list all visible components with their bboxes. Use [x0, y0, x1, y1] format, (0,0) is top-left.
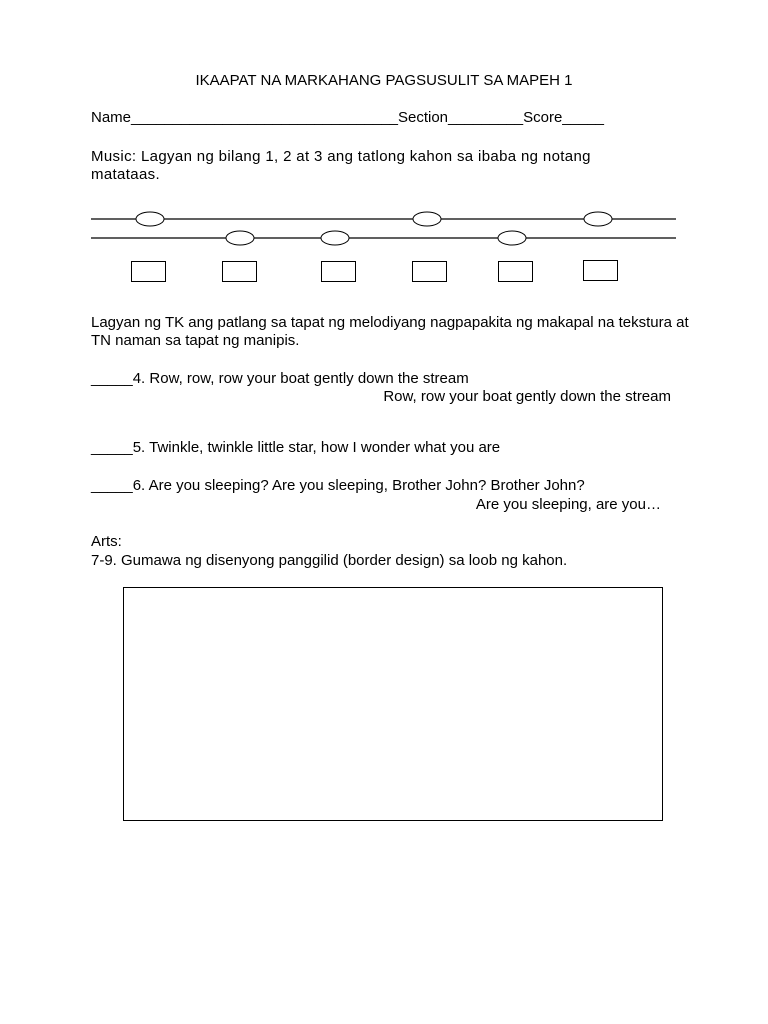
note-4: [413, 212, 441, 226]
question-number: 6.: [132, 477, 146, 494]
answer-box-5[interactable]: [499, 262, 533, 282]
page-title: IKAAPAT NA MARKAHANG PAGSUSULIT SA MAPEH 1: [195, 72, 573, 89]
section-label: Section: [397, 109, 449, 126]
music-instruction-line-2: matataas.: [91, 166, 161, 183]
note-1: [136, 212, 164, 226]
section-blank[interactable]: _________: [448, 109, 524, 126]
note-2: [226, 231, 254, 245]
question-text: Twinkle, twinkle little star, how I wonder what you are: [149, 439, 501, 456]
question-text: Row, row, row your boat gently down the stream: [149, 370, 469, 387]
name-blank[interactable]: ________________________________: [131, 109, 398, 126]
question-6-second-voice: Are you sleeping, are you…: [475, 496, 661, 513]
question-number: 4.: [132, 370, 146, 387]
question-text: Are you sleeping? Are you sleeping, Brother John? Brother John?: [148, 477, 585, 494]
border-design-box[interactable]: [123, 587, 663, 821]
note-3: [321, 231, 349, 245]
answer-blank-4[interactable]: _____: [91, 370, 133, 387]
arts-task: 7-9. Gumawa ng disenyong panggilid (border design) sa loob ng kahon.: [91, 552, 568, 569]
name-label: Name: [91, 109, 132, 126]
score-blank[interactable]: _____: [562, 109, 605, 126]
music-instruction: [91, 148, 676, 184]
note-5: [498, 231, 526, 245]
arts-label: Arts:: [91, 533, 122, 550]
header-fields: [91, 109, 604, 127]
question-4-second-voice: Row, row your boat gently down the stream: [383, 388, 671, 405]
question-5: [91, 439, 500, 457]
answer-box-4[interactable]: [413, 262, 447, 282]
question-number: 5.: [132, 439, 146, 456]
music-staff: [0, 200, 768, 290]
answer-box-3[interactable]: [322, 262, 356, 282]
answer-box-2[interactable]: [223, 262, 257, 282]
answer-blank-6[interactable]: _____: [91, 477, 133, 494]
texture-instruction: Lagyan ng TK ang patlang sa tapat ng melodiyang nagpapakita ng makapal na tekstura at TN naman sa tapat ng manipis.: [91, 314, 689, 349]
score-label: Score: [523, 109, 563, 126]
note-6: [584, 212, 612, 226]
answer-box-1[interactable]: [132, 262, 166, 282]
answer-box-6[interactable]: [584, 261, 618, 281]
question-4: [91, 370, 469, 388]
music-instruction-line-1: Music: Lagyan ng bilang 1, 2 at 3 ang tatlong kahon sa ibaba ng notang: [91, 148, 591, 165]
question-6: [91, 477, 585, 495]
answer-blank-5[interactable]: _____: [91, 439, 133, 456]
